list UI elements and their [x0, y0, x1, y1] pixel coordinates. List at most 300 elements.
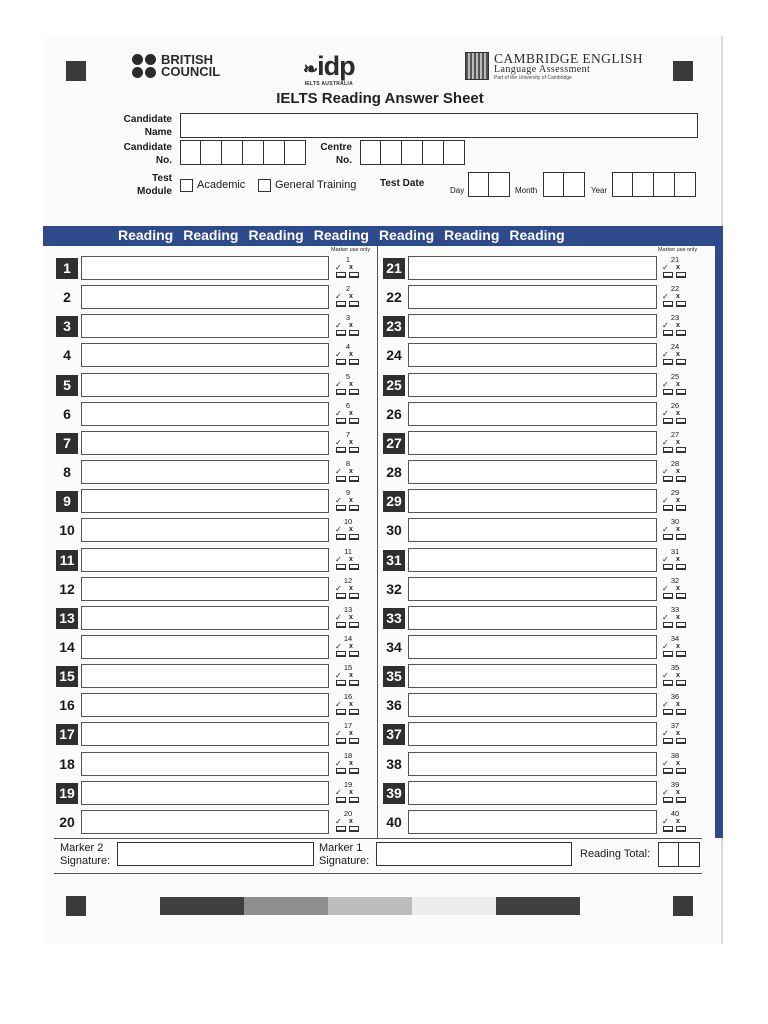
tick-icon: ✓	[662, 729, 669, 739]
cross-mark-box[interactable]	[676, 738, 686, 744]
tick-icon: ✓	[662, 816, 669, 826]
cambridge-line-2: Language Assessment	[494, 64, 591, 75]
cross-icon: x	[676, 584, 680, 592]
question-number: 31	[383, 550, 405, 571]
cross-icon: x	[676, 555, 680, 563]
banner-word: Reading	[444, 227, 500, 243]
cross-icon: x	[676, 409, 680, 417]
marker-number: 26	[670, 400, 680, 410]
cross-icon: x	[676, 468, 680, 476]
marker-box[interactable]	[660, 487, 690, 516]
cross-icon: x	[676, 817, 680, 825]
marker-box[interactable]	[660, 604, 690, 633]
tick-mark-box[interactable]	[663, 447, 673, 453]
question-number: 2	[63, 289, 71, 306]
cross-icon: x	[676, 380, 680, 388]
answer-row	[0, 546, 760, 575]
answer-row	[0, 691, 760, 720]
tick-icon: ✓	[335, 554, 342, 564]
tick-mark-box[interactable]	[663, 272, 673, 278]
cross-mark-box[interactable]	[676, 505, 686, 511]
marker-number: 38	[670, 750, 680, 760]
answer-row	[0, 312, 760, 341]
answer-field[interactable]	[408, 693, 657, 717]
cross-icon: x	[349, 264, 353, 271]
cross-mark-box[interactable]	[676, 272, 686, 278]
tick-mark-box[interactable]	[663, 476, 673, 482]
british-council-line-1: BRITISH	[161, 52, 213, 67]
cross-icon: x	[349, 730, 353, 738]
tick-mark-box[interactable]	[663, 797, 673, 803]
cross-mark-box[interactable]	[676, 330, 686, 336]
question-number: 21	[383, 258, 405, 279]
tick-icon: ✓	[335, 700, 342, 710]
answer-row	[0, 458, 760, 487]
question-number: 18	[59, 755, 75, 772]
cross-mark-box[interactable]	[676, 797, 686, 803]
question-number: 40	[386, 813, 402, 830]
question-number: 20	[59, 813, 75, 830]
marker-number: 20	[343, 808, 353, 818]
cross-icon: x	[349, 497, 353, 505]
cross-icon: x	[676, 642, 680, 650]
marker-box[interactable]	[660, 516, 690, 545]
question-number: 27	[383, 433, 405, 454]
answer-field[interactable]	[408, 664, 657, 688]
cross-mark-box[interactable]	[676, 651, 686, 657]
tick-icon: ✓	[335, 758, 342, 768]
question-number: 13	[56, 608, 78, 629]
tick-mark-box[interactable]	[663, 738, 673, 744]
gray-bar	[496, 897, 580, 915]
question-number: 14	[59, 638, 75, 655]
marker-number: 35	[670, 663, 680, 673]
marker-number: 23	[670, 313, 680, 323]
question-number: 10	[59, 522, 75, 539]
marker-number: 36	[670, 692, 680, 702]
answer-field[interactable]	[408, 431, 657, 455]
cross-mark-box[interactable]	[676, 622, 686, 628]
answer-field[interactable]	[408, 548, 657, 572]
marker-number: 31	[670, 546, 680, 556]
tick-mark-box[interactable]	[663, 534, 673, 540]
tick-icon: ✓	[335, 612, 342, 622]
answer-row	[0, 429, 760, 458]
answer-row	[0, 283, 760, 312]
cross-icon: x	[349, 555, 353, 563]
marker-number: 14	[343, 633, 353, 643]
candidate-name-field[interactable]	[180, 113, 698, 138]
marker-box[interactable]	[660, 341, 690, 370]
test-module-label: Test Module	[137, 173, 172, 197]
cross-icon: x	[349, 293, 353, 301]
marker-number: 40	[670, 808, 680, 818]
cross-mark-box[interactable]	[676, 593, 686, 599]
cross-icon: x	[349, 672, 353, 680]
cross-icon: x	[676, 730, 680, 738]
cross-icon: x	[676, 322, 680, 330]
cross-icon: x	[349, 438, 353, 446]
cross-mark-box[interactable]	[676, 564, 686, 570]
answer-field[interactable]	[408, 752, 657, 776]
british-council-dots-icon	[132, 54, 156, 78]
answer-field[interactable]	[408, 606, 657, 630]
marker-number: 34	[670, 633, 680, 643]
academic-label: Academic	[197, 179, 246, 191]
year-field[interactable]	[612, 172, 696, 197]
idp-wordmark: idp	[317, 51, 355, 81]
registration-mark-bottom-right	[673, 896, 693, 916]
general-training-label: General Training	[275, 179, 357, 191]
marker-box[interactable]	[660, 254, 690, 283]
marker-number: 37	[670, 721, 680, 731]
marker-number: 28	[670, 459, 680, 469]
tick-icon: ✓	[662, 379, 669, 389]
question-number: 23	[383, 316, 405, 337]
answer-row	[0, 662, 760, 691]
question-number: 12	[59, 580, 75, 597]
marker-box[interactable]	[660, 779, 690, 808]
cross-icon: x	[676, 438, 680, 446]
marker-number: 5	[345, 371, 351, 381]
tick-mark-box[interactable]	[663, 330, 673, 336]
tick-icon: ✓	[662, 583, 669, 593]
idp-swirl-icon: ❧	[303, 59, 318, 79]
tick-icon: ✓	[662, 408, 669, 418]
tick-icon: ✓	[662, 787, 669, 797]
candidate-name-label: Candidate Name	[123, 114, 172, 138]
cross-icon: x	[349, 468, 353, 476]
month-field[interactable]	[543, 172, 585, 197]
answer-row	[0, 341, 760, 370]
answer-field[interactable]	[408, 577, 657, 601]
cross-icon: x	[676, 788, 680, 796]
answer-row	[0, 604, 760, 633]
banner-word: Reading	[509, 227, 565, 243]
marker-box[interactable]	[660, 633, 690, 662]
idp-logo	[303, 51, 355, 87]
cross-mark-box[interactable]	[676, 301, 686, 307]
reading-total-label: Reading Total:	[580, 848, 651, 860]
tick-icon: ✓	[335, 496, 342, 506]
answer-row	[0, 750, 760, 779]
cross-mark-box[interactable]	[676, 534, 686, 540]
question-number: 38	[386, 755, 402, 772]
tick-icon: ✓	[335, 671, 342, 681]
question-number: 26	[386, 405, 402, 422]
marker-number: 9	[345, 488, 351, 498]
question-number: 8	[63, 464, 71, 481]
marker-number: 6	[345, 400, 351, 410]
marker-number: 16	[343, 692, 353, 702]
tick-icon: ✓	[662, 292, 669, 302]
marker-box[interactable]	[660, 312, 690, 341]
banner-word: Reading	[183, 227, 239, 243]
marker-box[interactable]	[660, 575, 690, 604]
marker-number: 11	[344, 546, 352, 556]
cross-icon: x	[349, 613, 353, 621]
marker-number: 30	[670, 517, 680, 527]
answer-row	[0, 575, 760, 604]
cross-mark-box[interactable]	[676, 447, 686, 453]
year-label: Year	[591, 186, 608, 195]
tick-icon: ✓	[662, 496, 669, 506]
cross-icon: x	[676, 672, 680, 680]
banner-word: Reading	[378, 227, 435, 243]
answer-row	[0, 516, 760, 545]
cross-icon: x	[349, 642, 353, 650]
cross-mark-box[interactable]	[676, 476, 686, 482]
tick-icon: ✓	[662, 641, 669, 651]
marker-number: 7	[345, 429, 351, 439]
tick-icon: ✓	[662, 700, 669, 710]
answer-field[interactable]	[408, 373, 657, 397]
footer-top-rule	[54, 838, 702, 839]
tick-icon: ✓	[335, 729, 342, 739]
general-training-checkbox[interactable]	[258, 179, 271, 192]
footer-bottom-rule	[54, 873, 702, 874]
question-number: 19	[56, 783, 78, 804]
cross-icon: x	[349, 817, 353, 825]
cross-mark-box[interactable]	[676, 768, 686, 774]
registration-mark-top-left	[66, 61, 86, 81]
marker-number: 1	[345, 255, 351, 264]
question-number: 17	[56, 724, 78, 745]
tick-icon: ✓	[335, 787, 342, 797]
answer-row	[0, 400, 760, 429]
banner-word: Reading	[313, 227, 369, 243]
cross-icon: x	[349, 526, 353, 534]
question-number: 6	[63, 405, 71, 422]
tick-icon: ✓	[335, 641, 342, 651]
marker1-signature-field[interactable]	[376, 842, 572, 866]
marker-number: 4	[345, 342, 351, 352]
marker-number: 32	[670, 575, 680, 585]
gray-calibration-bars	[160, 897, 580, 915]
marker-number: 2	[345, 284, 351, 294]
question-number: 34	[386, 638, 402, 655]
tick-icon: ✓	[662, 525, 669, 535]
tick-icon: ✓	[335, 437, 342, 447]
tick-icon: ✓	[335, 263, 342, 272]
gray-bar	[160, 897, 244, 915]
cambridge-crest-icon	[465, 52, 489, 80]
marker-box[interactable]	[660, 546, 690, 575]
tick-mark-box[interactable]	[663, 593, 673, 599]
marker-box[interactable]	[660, 429, 690, 458]
cambridge-logo	[465, 52, 643, 81]
marker-number: 27	[670, 429, 680, 439]
cross-icon: x	[676, 701, 680, 709]
marker-number: 25	[670, 371, 680, 381]
answer-field[interactable]	[408, 460, 657, 484]
cross-icon: x	[349, 380, 353, 388]
answer-field[interactable]	[408, 489, 657, 513]
marker-box[interactable]	[660, 662, 690, 691]
cross-icon: x	[676, 264, 680, 271]
tick-icon: ✓	[335, 350, 342, 360]
question-number: 35	[383, 666, 405, 687]
tick-mark-box[interactable]	[663, 651, 673, 657]
tick-icon: ✓	[662, 758, 669, 768]
question-number: 29	[383, 491, 405, 512]
candidate-number-field[interactable]	[180, 140, 306, 165]
cross-icon: x	[676, 497, 680, 505]
question-number: 7	[56, 433, 78, 454]
marker-box[interactable]	[660, 808, 690, 837]
month-label: Month	[515, 186, 538, 195]
tick-icon: ✓	[335, 379, 342, 389]
british-council-line-2: COUNCIL	[161, 64, 221, 79]
answer-field[interactable]	[408, 781, 657, 805]
tick-icon: ✓	[335, 292, 342, 302]
answer-field[interactable]	[408, 810, 657, 834]
marker-number: 33	[670, 604, 680, 614]
cambridge-line-3: Part of the University of Cambridge	[494, 75, 572, 81]
tick-mark-box[interactable]	[663, 505, 673, 511]
marker-number: 13	[343, 604, 353, 614]
marker2-signature-field[interactable]	[117, 842, 314, 866]
day-field[interactable]	[468, 172, 510, 197]
gray-bar	[244, 897, 328, 915]
marker-box[interactable]	[660, 720, 690, 749]
cross-icon: x	[349, 701, 353, 709]
marker-number: 17	[343, 721, 353, 731]
tick-mark-box[interactable]	[663, 826, 673, 832]
tick-mark-box[interactable]	[663, 359, 673, 365]
marker-box[interactable]	[660, 283, 690, 312]
question-number: 9	[56, 491, 78, 512]
marker-box[interactable]	[660, 371, 690, 400]
tick-mark-box[interactable]	[663, 709, 673, 715]
marker-number: 19	[343, 779, 353, 789]
sheet-title: IELTS Reading Answer Sheet	[276, 90, 484, 107]
academic-checkbox[interactable]	[180, 179, 193, 192]
question-number: 39	[383, 783, 405, 804]
question-number: 1	[56, 258, 78, 279]
tick-mark-box[interactable]	[663, 389, 673, 395]
tick-icon: ✓	[335, 467, 342, 477]
tick-icon: ✓	[335, 583, 342, 593]
question-number: 4	[63, 347, 71, 364]
question-number: 22	[386, 289, 402, 306]
answer-field[interactable]	[408, 635, 657, 659]
tick-icon: ✓	[662, 350, 669, 360]
question-number: 28	[386, 464, 402, 481]
idp-sub-label: IELTS AUSTRALIA	[304, 81, 353, 87]
answer-field[interactable]	[408, 256, 657, 280]
marker-box[interactable]	[660, 400, 690, 429]
marker-box[interactable]	[660, 750, 690, 779]
marker2-signature-label: Marker 2 Signature:	[60, 842, 111, 867]
answer-field[interactable]	[408, 314, 657, 338]
answer-field[interactable]	[408, 402, 657, 426]
marker-number: 29	[670, 488, 680, 498]
cross-icon: x	[676, 613, 680, 621]
day-label: Day	[450, 186, 465, 195]
marker-number: 21	[670, 255, 680, 264]
cross-icon: x	[349, 351, 353, 359]
tick-mark-box[interactable]	[663, 622, 673, 628]
answer-field[interactable]	[408, 343, 657, 367]
tick-icon: ✓	[662, 467, 669, 477]
tick-icon: ✓	[662, 263, 669, 272]
answer-row	[0, 487, 760, 516]
question-number: 24	[386, 347, 402, 364]
marker-use-only-left: Marker use only	[331, 247, 371, 253]
tick-mark-box[interactable]	[663, 301, 673, 307]
question-number: 16	[59, 697, 75, 714]
tick-icon: ✓	[335, 816, 342, 826]
question-number: 5	[56, 375, 78, 396]
tick-icon: ✓	[662, 671, 669, 681]
tick-icon: ✓	[662, 437, 669, 447]
marker-box[interactable]	[660, 691, 690, 720]
question-number: 33	[383, 608, 405, 629]
cross-icon: x	[676, 351, 680, 359]
centre-number-field[interactable]	[360, 140, 465, 165]
registration-mark-top-right	[673, 61, 693, 81]
question-number: 11	[56, 550, 78, 571]
tick-mark-box[interactable]	[663, 768, 673, 774]
cross-mark-box[interactable]	[676, 359, 686, 365]
question-number: 36	[386, 697, 402, 714]
answer-field[interactable]	[408, 285, 657, 309]
question-number: 3	[56, 316, 78, 337]
answer-row	[0, 254, 760, 283]
cross-mark-box[interactable]	[676, 826, 686, 832]
marker-number: 22	[670, 284, 680, 294]
question-number: 15	[56, 666, 78, 687]
cross-mark-box[interactable]	[676, 418, 686, 424]
british-council-logo	[132, 54, 220, 78]
gray-bar	[412, 897, 496, 915]
tick-icon: ✓	[335, 408, 342, 418]
tick-icon: ✓	[662, 321, 669, 331]
tick-mark-box[interactable]	[663, 680, 673, 686]
answer-field[interactable]	[408, 722, 657, 746]
cross-mark-box[interactable]	[676, 709, 686, 715]
cross-icon: x	[676, 526, 680, 534]
answer-row	[0, 720, 760, 749]
cross-icon: x	[349, 322, 353, 330]
marker-number: 10	[343, 517, 353, 527]
cross-mark-box[interactable]	[676, 389, 686, 395]
tick-mark-box[interactable]	[663, 564, 673, 570]
cross-icon: x	[349, 759, 353, 767]
cross-icon: x	[349, 409, 353, 417]
marker-number: 15	[343, 663, 353, 673]
gray-bar	[328, 897, 412, 915]
tick-mark-box[interactable]	[663, 418, 673, 424]
tick-icon: ✓	[335, 525, 342, 535]
marker-number: 12	[343, 575, 353, 585]
cross-mark-box[interactable]	[676, 680, 686, 686]
centre-number-label: Centre No.	[320, 142, 352, 166]
marker-number: 39	[670, 779, 680, 789]
marker-number: 18	[343, 750, 353, 760]
marker-box[interactable]	[660, 458, 690, 487]
test-date-label: Test Date	[380, 178, 425, 189]
reading-total-field[interactable]	[658, 842, 700, 867]
question-number: 30	[386, 522, 402, 539]
marker1-signature-label: Marker 1 Signature:	[319, 842, 370, 867]
marker-use-only-right: Marker use only	[658, 247, 698, 253]
marker-number: 24	[670, 342, 680, 352]
answer-field[interactable]	[408, 518, 657, 542]
tick-icon: ✓	[662, 554, 669, 564]
tick-icon: ✓	[662, 612, 669, 622]
